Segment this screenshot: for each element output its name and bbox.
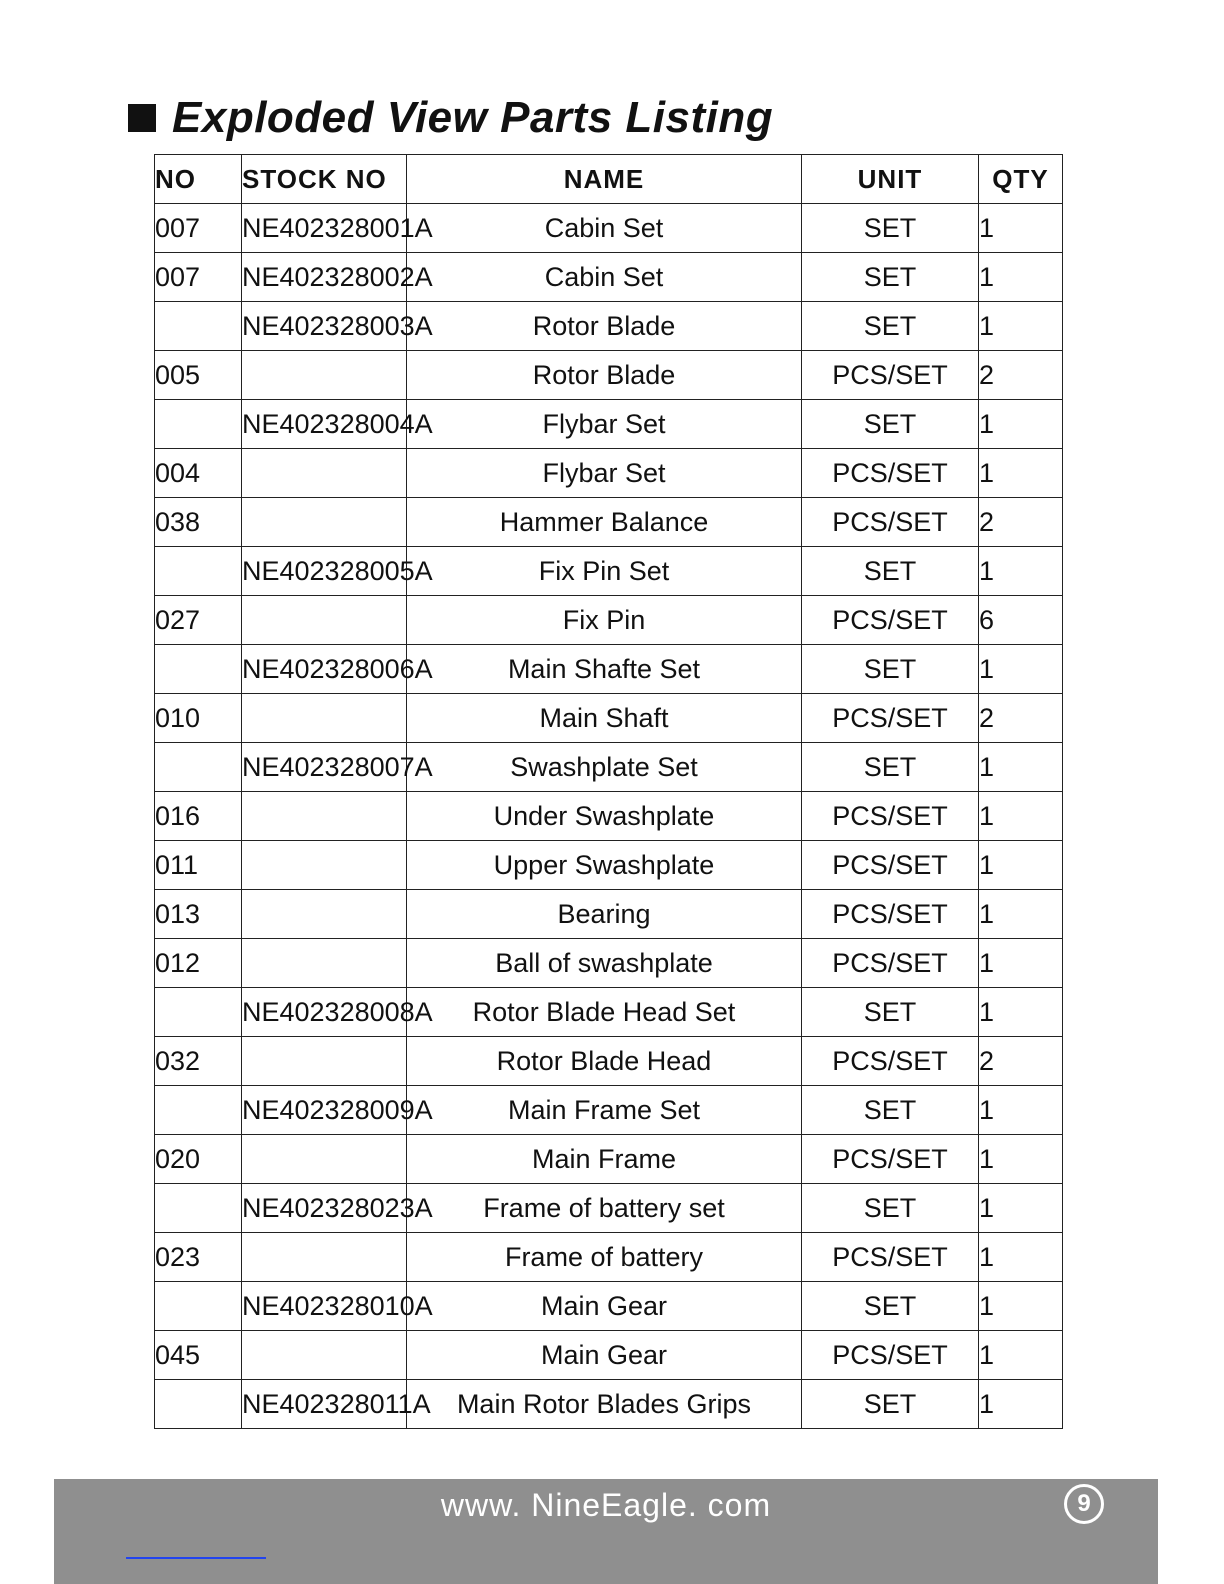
cell-name: Frame of battery set <box>407 1184 802 1233</box>
cell-stock-no <box>242 841 407 890</box>
cell-no: 045 <box>155 1331 242 1380</box>
table-row <box>155 1135 1063 1184</box>
cell-no <box>155 645 242 694</box>
cell-unit: SET <box>802 988 979 1037</box>
cell-no: 007 <box>155 253 242 302</box>
cell-stock-no <box>242 1037 407 1086</box>
cell-qty: 6 <box>979 596 1063 645</box>
cell-qty: 1 <box>979 939 1063 988</box>
cell-name: Frame of battery <box>407 1233 802 1282</box>
cell-stock-no: NE402328008A <box>242 988 407 1037</box>
page-title-text: Exploded View Parts Listing <box>172 93 774 142</box>
table-row <box>155 694 1063 743</box>
cell-no: 007 <box>155 204 242 253</box>
table-row <box>155 1086 1063 1135</box>
cell-name: Ball of swashplate <box>407 939 802 988</box>
cell-qty: 1 <box>979 890 1063 939</box>
cell-qty: 1 <box>979 302 1063 351</box>
cell-no: 013 <box>155 890 242 939</box>
cell-no: 027 <box>155 596 242 645</box>
header-unit: UNIT <box>802 155 979 204</box>
cell-name: Main Shaft <box>407 694 802 743</box>
table-row <box>155 498 1063 547</box>
cell-no <box>155 302 242 351</box>
cell-unit: SET <box>802 1380 979 1429</box>
cell-name: Flybar Set <box>407 449 802 498</box>
cell-name: Under Swashplate <box>407 792 802 841</box>
cell-name: Main Frame Set <box>407 1086 802 1135</box>
cell-qty: 1 <box>979 988 1063 1037</box>
table-row <box>155 1380 1063 1429</box>
cell-stock-no: NE402328009A <box>242 1086 407 1135</box>
cell-name: Rotor Blade <box>407 302 802 351</box>
cell-no <box>155 547 242 596</box>
cell-no: 023 <box>155 1233 242 1282</box>
table-row <box>155 939 1063 988</box>
table-row <box>155 890 1063 939</box>
cell-unit: PCS/SET <box>802 841 979 890</box>
cell-unit: PCS/SET <box>802 596 979 645</box>
cell-unit: PCS/SET <box>802 498 979 547</box>
cell-no: 032 <box>155 1037 242 1086</box>
cell-qty: 1 <box>979 645 1063 694</box>
cell-stock-no: NE402328003A <box>242 302 407 351</box>
cell-name: Rotor Blade Head <box>407 1037 802 1086</box>
cell-unit: SET <box>802 1282 979 1331</box>
header-name: NAME <box>407 155 802 204</box>
cell-stock-no <box>242 449 407 498</box>
cell-stock-no: NE402328004A <box>242 400 407 449</box>
cell-stock-no: NE402328023A <box>242 1184 407 1233</box>
cell-name: Swashplate Set <box>407 743 802 792</box>
table-row <box>155 1037 1063 1086</box>
table-row <box>155 253 1063 302</box>
cell-unit: SET <box>802 1086 979 1135</box>
cell-qty: 1 <box>979 1233 1063 1282</box>
table-row <box>155 1331 1063 1380</box>
cell-no: 004 <box>155 449 242 498</box>
cell-stock-no <box>242 890 407 939</box>
cell-qty: 1 <box>979 204 1063 253</box>
table-row <box>155 841 1063 890</box>
link-underline <box>126 1557 266 1559</box>
cell-no: 011 <box>155 841 242 890</box>
cell-no <box>155 1380 242 1429</box>
table-row <box>155 988 1063 1037</box>
cell-no <box>155 1086 242 1135</box>
cell-no: 038 <box>155 498 242 547</box>
cell-no <box>155 988 242 1037</box>
header-qty: QTY <box>979 155 1063 204</box>
table-row <box>155 645 1063 694</box>
square-bullet-icon <box>128 104 156 132</box>
cell-name: Fix Pin Set <box>407 547 802 596</box>
cell-qty: 1 <box>979 1282 1063 1331</box>
table-row <box>155 1184 1063 1233</box>
header-stock-no: STOCK NO <box>242 155 407 204</box>
page-title <box>128 88 773 148</box>
cell-name: Main Frame <box>407 1135 802 1184</box>
cell-stock-no <box>242 792 407 841</box>
cell-stock-no: NE402328001A <box>242 204 407 253</box>
parts-table-body <box>155 204 1063 1429</box>
cell-name: Flybar Set <box>407 400 802 449</box>
cell-stock-no <box>242 694 407 743</box>
page-number: 9 <box>1064 1484 1104 1524</box>
cell-unit: PCS/SET <box>802 939 979 988</box>
cell-name: Cabin Set <box>407 204 802 253</box>
cell-unit: PCS/SET <box>802 1233 979 1282</box>
cell-no: 010 <box>155 694 242 743</box>
cell-no: 005 <box>155 351 242 400</box>
cell-unit: PCS/SET <box>802 792 979 841</box>
table-row <box>155 1233 1063 1282</box>
cell-stock-no: NE402328007A <box>242 743 407 792</box>
cell-stock-no <box>242 596 407 645</box>
cell-name: Main Gear <box>407 1282 802 1331</box>
cell-qty: 1 <box>979 1184 1063 1233</box>
cell-stock-no: NE402328011A <box>242 1380 407 1429</box>
cell-unit: PCS/SET <box>802 351 979 400</box>
cell-unit: PCS/SET <box>802 890 979 939</box>
cell-unit: PCS/SET <box>802 694 979 743</box>
cell-qty: 1 <box>979 841 1063 890</box>
cell-qty: 1 <box>979 743 1063 792</box>
cell-no <box>155 743 242 792</box>
cell-name: Upper Swashplate <box>407 841 802 890</box>
cell-qty: 1 <box>979 1380 1063 1429</box>
cell-qty: 1 <box>979 1086 1063 1135</box>
cell-unit: SET <box>802 302 979 351</box>
table-row <box>155 302 1063 351</box>
table-row <box>155 792 1063 841</box>
cell-unit: SET <box>802 1184 979 1233</box>
cell-no: 016 <box>155 792 242 841</box>
cell-name: Main Rotor Blades Grips <box>407 1380 802 1429</box>
cell-unit: PCS/SET <box>802 1037 979 1086</box>
cell-qty: 2 <box>979 694 1063 743</box>
cell-stock-no: NE402328006A <box>242 645 407 694</box>
cell-no: 012 <box>155 939 242 988</box>
cell-qty: 1 <box>979 1331 1063 1380</box>
cell-unit: PCS/SET <box>802 1135 979 1184</box>
cell-stock-no: NE402328002A <box>242 253 407 302</box>
cell-unit: SET <box>802 253 979 302</box>
cell-qty: 1 <box>979 792 1063 841</box>
website-url[interactable]: www. NineEagle. com <box>440 1487 772 1523</box>
cell-no <box>155 1282 242 1331</box>
cell-unit: SET <box>802 204 979 253</box>
table-row <box>155 400 1063 449</box>
cell-no <box>155 1184 242 1233</box>
cell-stock-no <box>242 351 407 400</box>
cell-qty: 1 <box>979 449 1063 498</box>
table-row <box>155 204 1063 253</box>
cell-qty: 2 <box>979 498 1063 547</box>
cell-stock-no <box>242 939 407 988</box>
cell-name: Main Gear <box>407 1331 802 1380</box>
cell-no: 020 <box>155 1135 242 1184</box>
cell-qty: 1 <box>979 400 1063 449</box>
cell-name: Hammer Balance <box>407 498 802 547</box>
cell-stock-no <box>242 1331 407 1380</box>
table-row <box>155 351 1063 400</box>
cell-no <box>155 400 242 449</box>
cell-stock-no <box>242 498 407 547</box>
cell-unit: SET <box>802 645 979 694</box>
cell-qty: 1 <box>979 253 1063 302</box>
cell-name: Rotor Blade Head Set <box>407 988 802 1037</box>
parts-table <box>154 154 1063 1429</box>
header-no: NO <box>155 155 242 204</box>
cell-unit: SET <box>802 743 979 792</box>
cell-unit: PCS/SET <box>802 449 979 498</box>
cell-qty: 1 <box>979 1135 1063 1184</box>
cell-qty: 2 <box>979 1037 1063 1086</box>
cell-unit: SET <box>802 547 979 596</box>
cell-name: Bearing <box>407 890 802 939</box>
cell-unit: PCS/SET <box>802 1331 979 1380</box>
table-row <box>155 596 1063 645</box>
footer-bar <box>54 1479 1158 1584</box>
table-row <box>155 449 1063 498</box>
cell-name: Cabin Set <box>407 253 802 302</box>
cell-stock-no: NE402328010A <box>242 1282 407 1331</box>
cell-stock-no: NE402328005A <box>242 547 407 596</box>
cell-stock-no <box>242 1233 407 1282</box>
cell-name: Main Shafte Set <box>407 645 802 694</box>
table-row <box>155 1282 1063 1331</box>
cell-unit: SET <box>802 400 979 449</box>
table-row <box>155 743 1063 792</box>
table-header-row <box>155 155 1063 204</box>
cell-name: Fix Pin <box>407 596 802 645</box>
cell-name: Rotor Blade <box>407 351 802 400</box>
cell-stock-no <box>242 1135 407 1184</box>
cell-qty: 1 <box>979 547 1063 596</box>
table-row <box>155 547 1063 596</box>
cell-qty: 2 <box>979 351 1063 400</box>
